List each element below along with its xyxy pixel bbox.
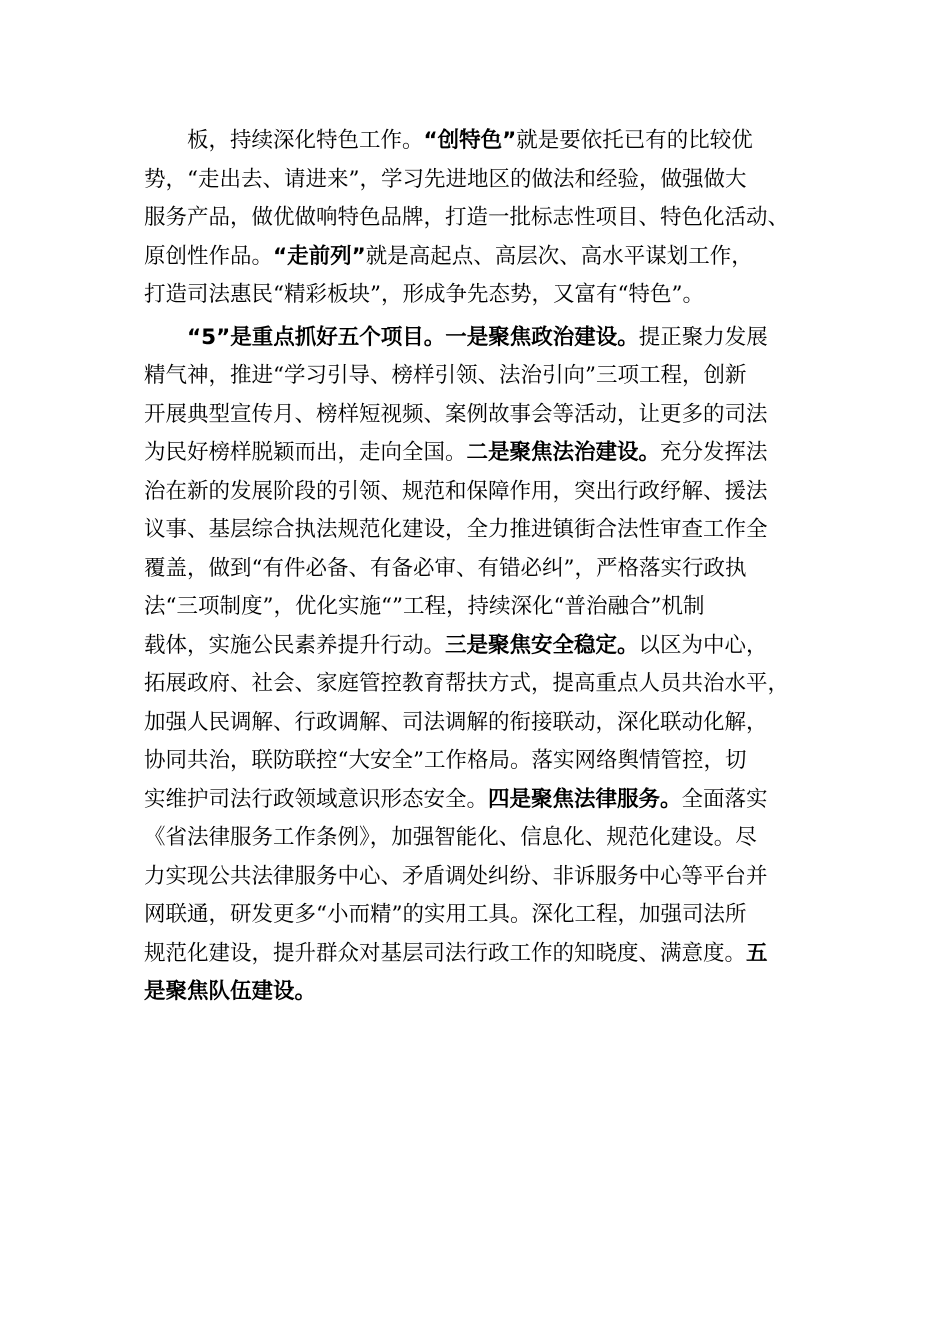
- body-text-segment: 提正聚力发展: [638, 324, 768, 350]
- text-line: [144, 199, 804, 238]
- text-line: [144, 973, 804, 1012]
- body-text-segment: 《省法律服务工作条例》，加强智能化、信息化、规范化建设。尽: [144, 825, 757, 850]
- paragraph-1: [144, 122, 804, 315]
- text-line: [144, 627, 804, 666]
- body-text-segment: 开展典型宣传月、榜样短视频、案例故事会等活动，让更多的司法: [144, 401, 768, 427]
- body-text-segment: 覆盖，做到“有件必备、有备必审、有错必纠”，严格落实行政执: [144, 555, 747, 581]
- body-text-segment: 治在新的发展阶段的引领、规范和保障作用，突出行政纾解、援法: [144, 478, 768, 504]
- text-line: [144, 122, 804, 161]
- text-line: [144, 935, 804, 974]
- body-text-segment: 为民好榜样脱颖而出，走向全国。: [144, 440, 467, 465]
- body-text-segment: 打造司法惠民“精彩板块”，形成争先态势，又富有“特色”。: [144, 282, 704, 307]
- body-text-segment: 规范化建设，提升群众对基层司法行政工作的知晓度、满意度。: [144, 940, 747, 966]
- body-text-segment: 精气神，推进“学习引导、榜样引领、法治引向”三项工程，创新: [144, 363, 747, 388]
- bold-heading-text: 二是聚焦法治建设。: [466, 440, 661, 465]
- bold-heading-text: 五: [746, 940, 768, 966]
- body-text-segment: 就是高起点、高层次、高水平谋划工作，: [365, 243, 753, 269]
- body-text-segment: 充分发挥法: [660, 440, 768, 465]
- bold-heading-text: 四是聚焦法律服务。: [488, 786, 682, 812]
- bold-heading-text: “走前列”: [273, 243, 366, 269]
- text-line: [144, 588, 804, 627]
- body-text-segment: 原创性作品。: [144, 243, 274, 269]
- text-line: [144, 357, 804, 396]
- body-text-segment: 加强人民调解、行政调解、司法调解的衔接联动，深化联动化解，: [144, 709, 768, 735]
- body-text-segment: 法“三项制度”，优化实施“”工程，持续深化“普治融合”机制: [144, 594, 705, 619]
- text-line: [144, 858, 804, 897]
- text-line: [144, 781, 804, 820]
- body-text-segment: 载体，实施公民素养提升行动。: [144, 632, 446, 658]
- body-text-segment: 力实现公共法律服务中心、矛盾调处纠纷、非诉服务中心等平台并: [144, 863, 768, 889]
- bold-heading-text: “创特色”: [423, 128, 517, 153]
- text-line: [144, 276, 804, 315]
- bold-heading-text: 三是聚焦安全稳定。: [445, 632, 639, 658]
- text-line: [144, 473, 804, 512]
- body-text-segment: 实维护司法行政领域意识形态安全。: [144, 786, 489, 812]
- body-text-segment: 势，“走出去、请进来”，学习先进地区的做法和经验，做强做大: [144, 166, 747, 192]
- text-line: [144, 665, 804, 704]
- body-text-segment: 服务产品，做优做响特色品牌，打造一批标志性项目、特色化活动、: [144, 205, 790, 230]
- text-line: [144, 704, 804, 743]
- paragraph-2: [144, 319, 804, 1012]
- body-text-segment: 拓展政府、社会、家庭管控教育帮扶方式，提高重点人员共治水平，: [144, 671, 790, 696]
- text-line: [144, 896, 804, 935]
- text-line: [144, 511, 804, 550]
- text-line: [144, 396, 804, 435]
- body-text-segment: 网联通，研发更多“小而精”的实用工具。深化工程，加强司法所: [144, 902, 747, 927]
- text-line: [144, 550, 804, 589]
- bold-heading-text: 是聚焦队伍建设。: [144, 979, 317, 1004]
- bold-heading-text: “5”是重点抓好五个项目。一是聚焦政治建设。: [187, 324, 639, 350]
- text-line: [144, 742, 804, 781]
- body-text-segment: 板，持续深化特色工作。: [187, 128, 424, 153]
- text-line: [144, 238, 804, 277]
- body-text-segment: 就是要依托已有的比较优: [516, 128, 753, 153]
- text-line: [144, 161, 804, 200]
- text-line: [144, 434, 804, 473]
- body-text-segment: 以区为中心，: [638, 632, 768, 658]
- text-line: [144, 819, 804, 858]
- body-text-segment: 议事、基层综合执法规范化建设，全力推进镇街合法性审查工作全: [144, 517, 768, 542]
- document-body: [144, 122, 804, 1012]
- text-line: [144, 319, 804, 358]
- body-text-segment: 协同共治，联防联控“大安全”工作格局。落实网络舆情管控，切: [144, 748, 747, 773]
- body-text-segment: 全面落实: [681, 786, 768, 812]
